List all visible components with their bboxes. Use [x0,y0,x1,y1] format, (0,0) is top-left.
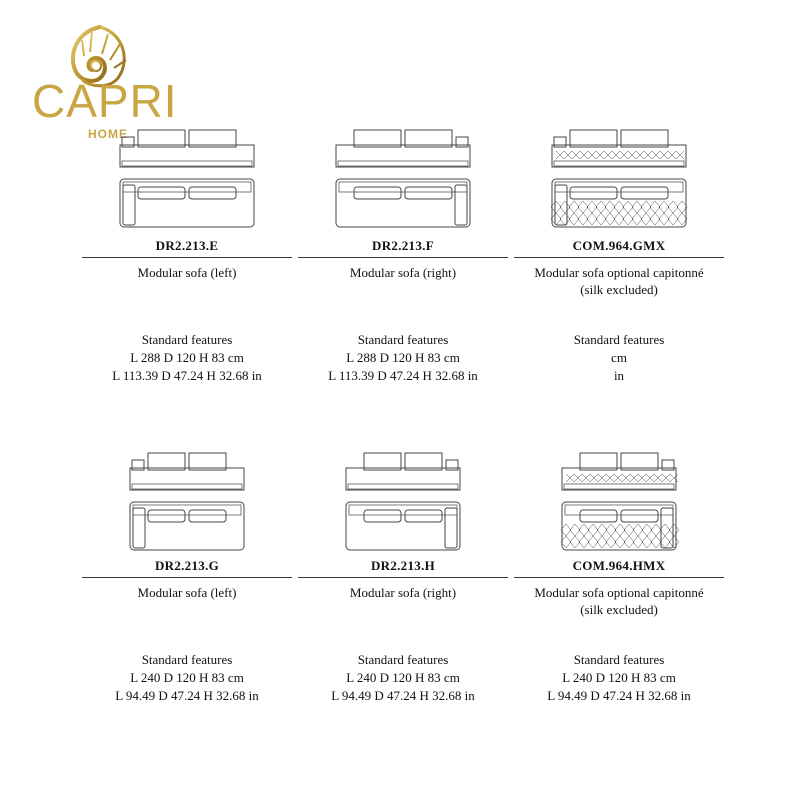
product-info [82,237,292,281]
product-info [298,557,508,601]
standard-features [298,651,508,705]
product-card [82,448,292,556]
dimensions-cm: L 240 D 120 H 83 cm [346,670,460,685]
brand-name: CAPRI [32,75,178,127]
sofa-drawing [544,125,694,233]
product-code: DR2.213.F [372,238,434,253]
sofa-drawing [544,448,694,556]
standard-features [514,331,724,385]
divider [298,257,508,258]
product-info [514,237,724,298]
dimensions-in: L 113.39 D 47.24 H 32.68 in [328,368,478,383]
product-card [82,125,292,233]
features-title: Standard features [141,652,233,667]
product-code: DR2.213.H [370,558,436,573]
features-title: Standard features [141,332,233,347]
product-card [514,125,724,233]
product-name: Modular sofa (left) [137,265,237,280]
product-card [514,448,724,556]
sofa-drawing [328,448,478,556]
divider [298,577,508,578]
product-info [514,557,724,618]
sofa-drawing [112,448,262,556]
dimensions-cm: L 240 D 120 H 83 cm [562,670,676,685]
features-title: Standard features [573,332,665,347]
divider [514,257,724,258]
product-code: DR2.213.G [154,558,220,573]
divider [82,257,292,258]
product-name: Modular sofa optional capitonné (silk excluded) [534,265,704,297]
product-name: Modular sofa optional capitonné (silk excluded) [534,585,704,617]
dimensions-cm: cm [611,350,627,365]
product-info [298,237,508,281]
product-code: COM.964.HMX [572,558,666,573]
dimensions-cm: L 288 D 120 H 83 cm [346,350,460,365]
product-card [298,125,508,233]
product-name-note: (silk excluded) [580,282,658,297]
standard-features [298,331,508,385]
dimensions-in: L 113.39 D 47.24 H 32.68 in [112,368,262,383]
dimensions-cm: L 240 D 120 H 83 cm [130,670,244,685]
dimensions-in: L 94.49 D 47.24 H 32.68 in [331,688,475,703]
dimensions-in: in [613,368,625,383]
sofa-drawing [328,125,478,233]
features-title: Standard features [357,652,449,667]
product-name-note: (silk excluded) [580,602,658,617]
dimensions-cm: L 288 D 120 H 83 cm [130,350,244,365]
product-card [298,448,508,556]
dimensions-in: L 94.49 D 47.24 H 32.68 in [115,688,259,703]
divider [514,577,724,578]
product-info [82,557,292,601]
standard-features [514,651,724,705]
product-name: Modular sofa (right) [349,585,457,600]
product-name: Modular sofa (right) [349,265,457,280]
features-title: Standard features [357,332,449,347]
divider [82,577,292,578]
features-title: Standard features [573,652,665,667]
product-name: Modular sofa (left) [137,585,237,600]
standard-features [82,331,292,385]
brand-sub: HOME [88,127,128,141]
sofa-drawing [112,125,262,233]
product-code: DR2.213.E [155,238,219,253]
product-code: COM.964.GMX [572,238,666,253]
dimensions-in: L 94.49 D 47.24 H 32.68 in [547,688,691,703]
standard-features [82,651,292,705]
